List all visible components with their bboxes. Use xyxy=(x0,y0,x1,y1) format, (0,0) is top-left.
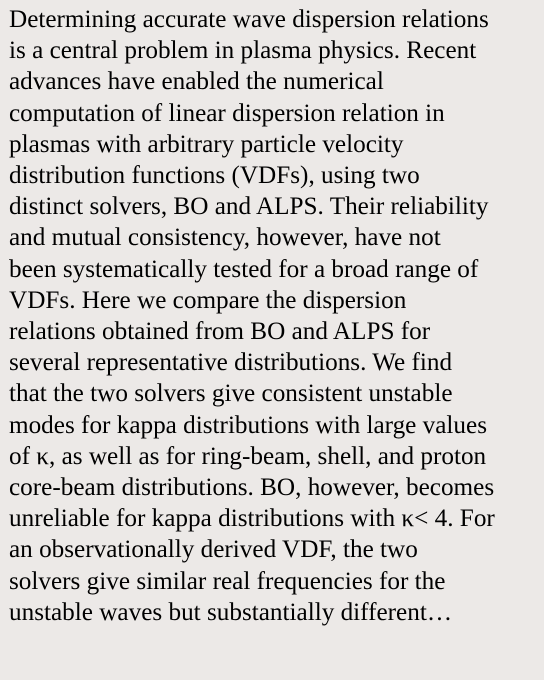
abstract-line: distinct solvers, BO and ALPS. Their reliability xyxy=(9,193,489,221)
abstract-line: several representative distributions. We find xyxy=(9,349,453,377)
abstract-line: is a central problem in plasma physics. Recent xyxy=(9,37,477,65)
abstract-line: and mutual consistency, however, have not xyxy=(9,224,441,252)
abstract-line: relations obtained from BO and ALPS for xyxy=(9,318,431,346)
abstract-line: been systematically tested for a broad range of xyxy=(9,255,479,283)
abstract-line: unreliable for kappa distributions with κ< 4. For xyxy=(9,505,495,533)
abstract-text xyxy=(9,4,536,628)
abstract-line: modes for kappa distributions with large values xyxy=(9,411,488,439)
abstract-line: advances have enabled the numerical xyxy=(9,68,384,96)
abstract-line: that the two solvers give consistent unstable xyxy=(9,380,453,408)
abstract-line: plasmas with arbitrary particle velocity xyxy=(9,130,404,158)
abstract-line: of κ, as well as for ring-beam, shell, and proton xyxy=(9,442,487,470)
abstract-line: core-beam distributions. BO, however, becomes xyxy=(9,474,495,502)
abstract-line: VDFs. Here we compare the dispersion xyxy=(9,286,407,314)
abstract-line: unstable waves but substantially different… xyxy=(9,598,453,626)
abstract-line: computation of linear dispersion relation in xyxy=(9,99,445,127)
abstract-line: Determining accurate wave dispersion relations xyxy=(9,6,489,33)
abstract-line: an observationally derived VDF, the two xyxy=(9,536,418,564)
abstract-line: solvers give similar real frequencies for the xyxy=(9,567,446,595)
abstract-line: distribution functions (VDFs), using two xyxy=(9,162,420,190)
